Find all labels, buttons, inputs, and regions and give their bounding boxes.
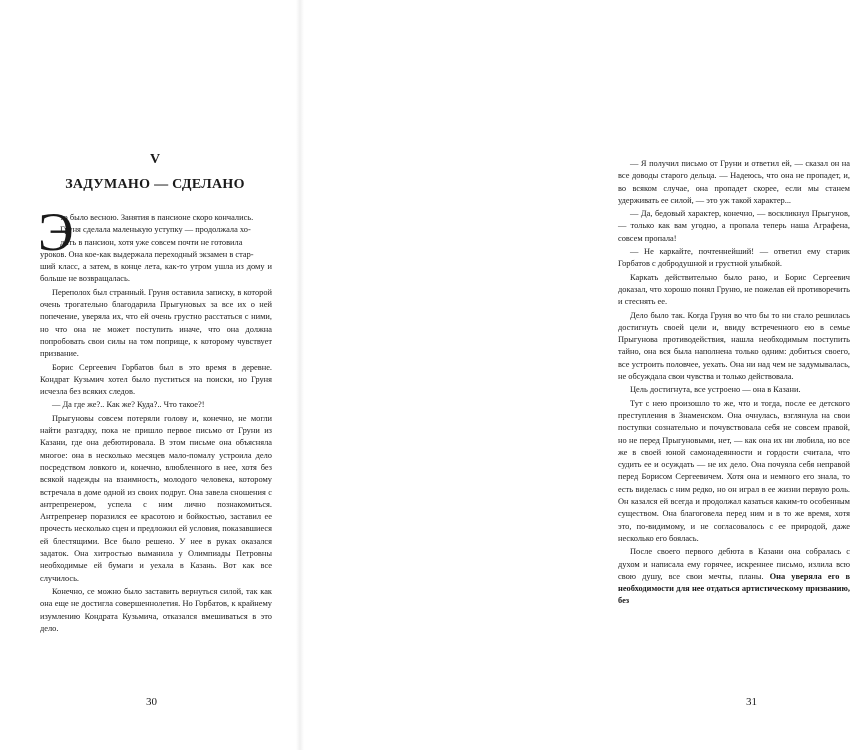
text-line: Груня сделала маленькую уступку — продолжала хо- xyxy=(60,225,251,235)
paragraph: Дело было так. Когда Груня во что бы то ни стало решилась достигнуть своей цели и, ввиду встреченного ею в семье Прыгунова противодействия, нашла необходимым поступить тайно, она вся была наполнена только одним: добиться своего, все устроить половчее, уехать. Она ни над чем не задумывалась, не обсуждала свои чувства и только действовала. xyxy=(618,310,850,382)
page-number-right: 31 xyxy=(746,696,757,708)
chapter-number: V xyxy=(149,152,161,167)
first-paragraph xyxy=(40,212,272,286)
paragraph: — Я получил письмо от Груни и ответил ей, — сказал он на все доводы старого дельца. — Надеюсь, что она не пропадет, и, во всяком случае, она пропадет скорее, если мы станем удерживать ее силой, — это уж такой характер... xyxy=(618,159,850,205)
last-paragraph-bold-text: Она уверяла его в необходимости для нее отдаться артистическому призванию, без xyxy=(618,571,850,606)
text-line: то было весною. Занятия в пансионе скоро кончались. xyxy=(60,213,254,222)
paragraph: Цель достигнута, все устроено — она в Казани. xyxy=(630,385,801,395)
paragraph: Борис Сергеевич Горбатов был в это время в деревне. Кондрат Кузьмич хотел было пуститься на поиски, но Груня исчезла без всяких следов. xyxy=(40,362,272,397)
paragraph: Конечно, се можно было заставить вернуться силой, так как она еще не достигла совершеннолетия. Но Горбатов, к крайнему изумлению Кондрата Кузьмича, отказался вмешиваться в это дело. xyxy=(40,586,272,633)
paragraph: — Да, бедовый характер, конечно, — воскликнул Прыгунов, — только как вам угодно, а пропала теперь наша Аграфена, совсем пропала! xyxy=(618,209,850,243)
left-page-text xyxy=(40,212,272,636)
right-page xyxy=(300,0,850,750)
paragraph: Прыгуновы совсем потеряли голову и, конечно, не могли найти разгадку, пока не пришло первое письмо от Груни из Казани, где она дебютировала. В этом письме она объясняла многое: она в несколько месяцев мало-помалу устроила дело посредством ловкого и, конечно, влюбленного в нее, хотя без всякой надежды на взаимность, молодого человека, которому встречала в доме одной из своих подруг. Она завела сношения с антрепренером, успела с ним лично познакомиться. Антрепренер поразился ее красотою и бойкостью, заставил ее прочесть несколько сцен и предложил ей условия, показавшиеся ей блестящими. Все было решено. У нее в руках оказался задаток. Она хитростью выманила у Олимпиады Петровны необходимые ей бумаги и уехала в Казань. Вот как все случилось. xyxy=(40,413,272,583)
right-page-text xyxy=(618,158,850,609)
left-page xyxy=(0,0,300,750)
drop-cap: Э xyxy=(38,202,74,262)
paragraph: — Не каркайте, почтеннейший! — ответил ему старик Горбатов с добродушной и грустной улыбкой. xyxy=(618,247,850,269)
paragraph: — Да где же?.. Как же? Куда?.. Что такое?! xyxy=(52,400,205,410)
text-line: дить в пансион, хотя уже совсем почти не готовила xyxy=(60,237,243,247)
page-number-left: 30 xyxy=(146,696,157,708)
last-paragraph-text: После своего первого дебюта в Казани она собралась с духом и написала ему горячее, искреннее письмо, излила всю свою душу, все свои мечты, планы. xyxy=(618,547,850,581)
paragraph: Переполох был странный. Груня оставила записку, в которой очень трогательно благодарила Прыгуновых за все их о ней попечение, уверяла их, что ей очень грустно расстаться с ними, но что она не может поступить иначе, что она должна попробовать свои силы на том поприще, к которому чувствует призвание. xyxy=(40,287,272,359)
last-paragraph xyxy=(618,546,850,607)
paragraph: Каркать действительно было рано, и Борис Сергеевич доказал, что хорошо понял Груню, не пожелав ей противоречить и стеснять ее. xyxy=(618,272,850,307)
text-line: ший класс, а затем, в конце лета, как-то утром ушла из дому и больше не возвращалась. xyxy=(40,262,272,284)
chapter-title: ЗАДУМАНО — СДЕЛАНО xyxy=(65,177,245,192)
paragraph: Тут с нею произошло то же, что и тогда, после ее детского преступления в Знаменском. Она очнулась, взглянула на свои поступки сознательно и почувствовала себя не совсем правой, но не перед Прыгуновыми, нет, — как она их ни любила, но все же в своей юной самонадеянности и гордости считала, что судить ее и осуждать — не их дело. Она почуяла себя неправой перед Борисом Сергеевичем. Хотя она и немного его знала, то есть виделась с ним редко, но он играл в ее жизни первую роль. Он казался ей всегда и продолжал казаться каким-то особенным существом. Она благоговела перед ним и в то же время, хотя это, по-видимому, и не согласовалось с ее природой, даже несколько его боялась. xyxy=(618,398,850,543)
text-line: уроков. Она кое-как выдержала переходный экзамен в стар- xyxy=(40,249,254,259)
